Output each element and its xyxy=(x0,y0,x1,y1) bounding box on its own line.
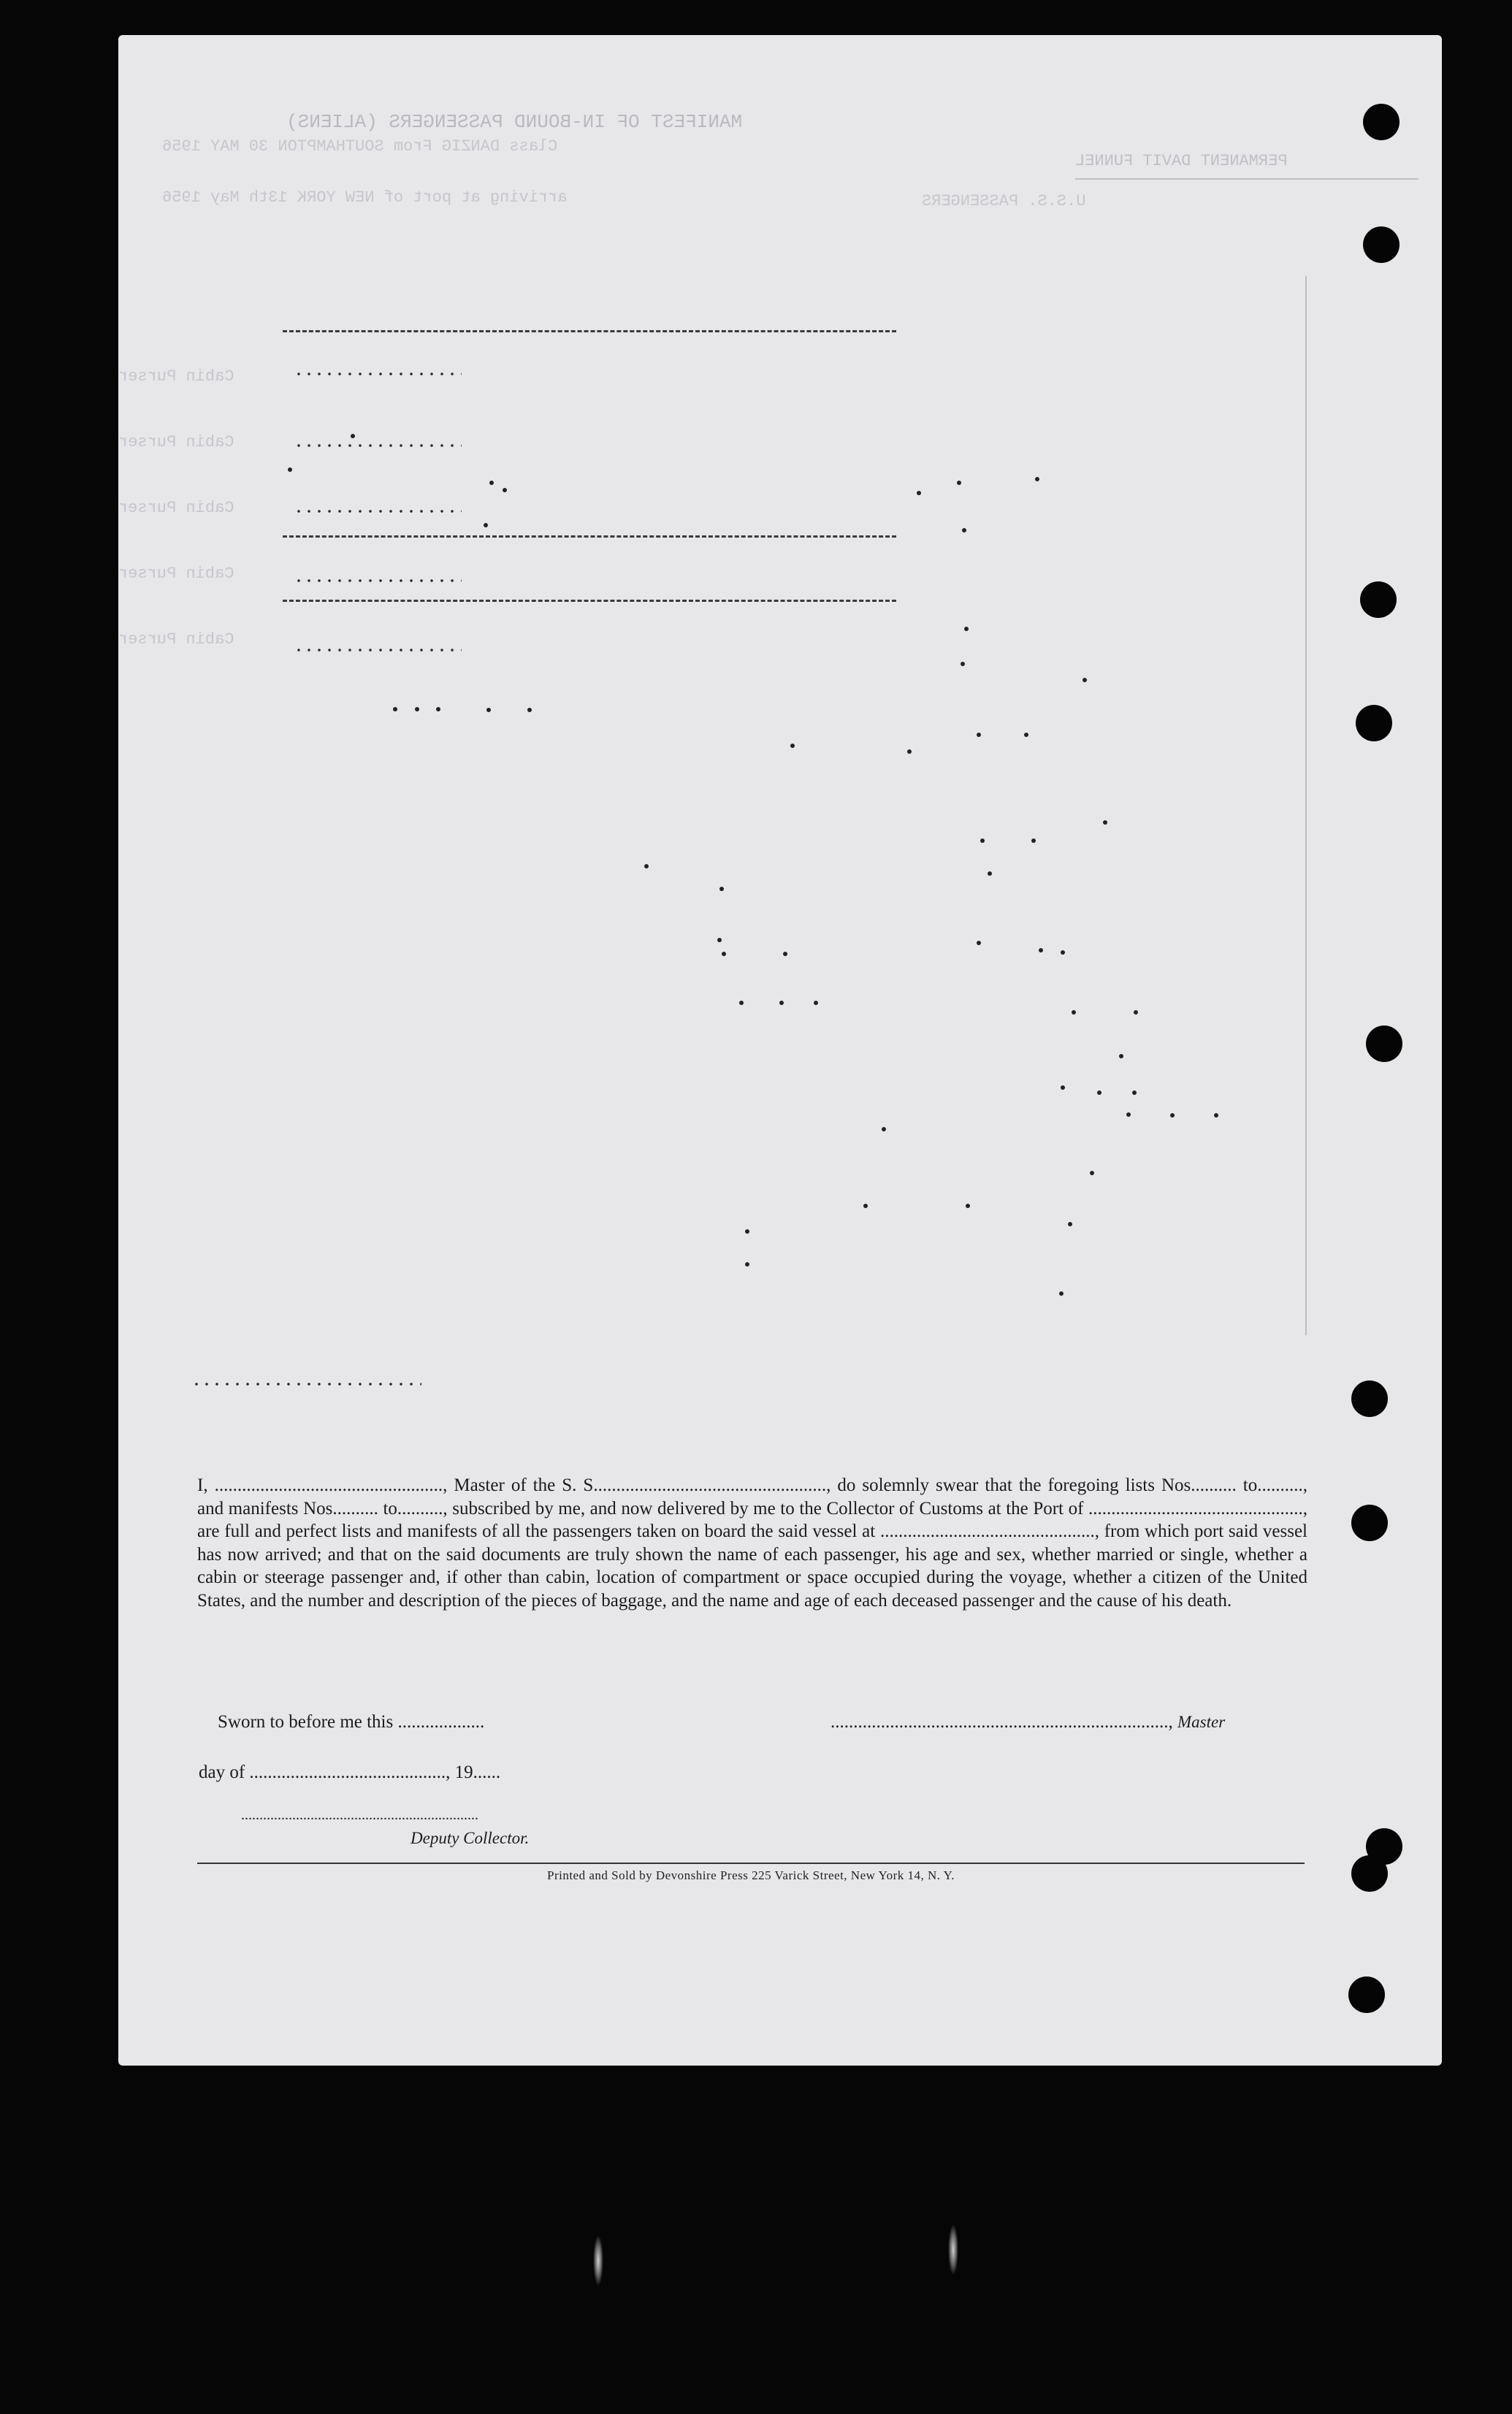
mark-dot xyxy=(739,1001,744,1005)
binder-hole xyxy=(1366,1025,1402,1062)
mark-dot xyxy=(977,733,981,737)
light-flare xyxy=(593,2235,603,2286)
ghost-stamp: PERMANENT DAVIT FUNNEL xyxy=(1075,152,1288,170)
dotted-leader xyxy=(294,373,462,375)
master-line: .........................................................................., xyxy=(831,1712,1173,1732)
mark-dot xyxy=(288,467,292,472)
deputy-label: Deputy Collector. xyxy=(411,1829,530,1847)
dotted-leader xyxy=(191,1383,421,1386)
mark-dot xyxy=(1134,1010,1138,1015)
manifest-sheet xyxy=(118,35,1442,2066)
binder-hole xyxy=(1363,226,1400,263)
mark-dot xyxy=(1083,678,1087,682)
mark-dot xyxy=(393,707,397,711)
footer-rule xyxy=(197,1863,1305,1864)
binder-hole xyxy=(1348,1976,1385,2013)
mark-dot xyxy=(719,887,724,891)
mark-dot xyxy=(1035,477,1039,481)
dotted-leader xyxy=(294,579,462,582)
mark-dot xyxy=(980,839,985,843)
binder-hole xyxy=(1360,581,1397,618)
dashed-rule xyxy=(283,600,896,604)
mark-dot xyxy=(489,481,494,485)
printer-imprint: Printed and Sold by Devonshire Press 225 Varick Street, New York 14, N. Y. xyxy=(547,1868,955,1882)
binder-hole xyxy=(1351,1855,1388,1892)
mark-dot xyxy=(1024,733,1028,737)
mark-dot xyxy=(486,708,491,712)
mark-dot xyxy=(1061,950,1065,955)
ghost-row: Cabin Purser xyxy=(118,565,234,583)
deputy-line: ................................................................. xyxy=(241,1807,478,1823)
day-of: day of ..........................................., 19...... xyxy=(199,1762,501,1782)
mark-dot xyxy=(1039,948,1043,952)
mark-dot xyxy=(1170,1113,1175,1118)
binder-hole xyxy=(1363,104,1400,140)
mark-dot xyxy=(907,749,912,754)
oath-paragraph xyxy=(197,1474,1307,1612)
light-flare xyxy=(948,2224,958,2275)
dotted-leader xyxy=(294,510,462,513)
mark-dot xyxy=(1132,1090,1137,1095)
ghost-row: Cabin Purser xyxy=(118,630,234,649)
mark-dot xyxy=(977,941,981,945)
mark-dot xyxy=(745,1229,749,1234)
mark-dot xyxy=(415,707,419,711)
mark-dot xyxy=(962,528,966,532)
mark-dot xyxy=(1061,1085,1065,1090)
binder-hole xyxy=(1351,1505,1388,1541)
ghost-title: MANIFEST OF IN-BOUND PASSENGERS (ALIENS) xyxy=(286,111,743,133)
mark-dot xyxy=(917,491,921,495)
sworn-before: Sworn to before me this ................... xyxy=(218,1712,485,1732)
mark-dot xyxy=(988,871,992,876)
mark-dot xyxy=(722,952,726,956)
binder-hole xyxy=(1351,1380,1388,1417)
dotted-leader xyxy=(294,444,462,447)
mark-dot xyxy=(1059,1291,1064,1296)
mark-dot xyxy=(1031,839,1036,843)
ghost-column-rule xyxy=(1305,276,1307,1335)
mark-dot xyxy=(1068,1222,1072,1226)
mark-dot xyxy=(1214,1113,1218,1118)
master-label: Master xyxy=(1177,1713,1226,1731)
mark-dot xyxy=(882,1127,886,1131)
mark-dot xyxy=(1119,1054,1123,1058)
mark-dot xyxy=(1103,820,1107,825)
mark-dot xyxy=(745,1262,749,1267)
master-signature-line xyxy=(831,1712,1225,1733)
mark-dot xyxy=(717,938,722,942)
dashed-rule xyxy=(283,330,896,335)
dashed-rule xyxy=(283,535,896,540)
mark-dot xyxy=(964,627,969,631)
ghost-row: Cabin Purser xyxy=(118,367,234,386)
mark-dot xyxy=(783,952,787,956)
mark-dot xyxy=(814,1001,818,1005)
mark-dot xyxy=(1126,1112,1131,1117)
ghost-row: Cabin Purser xyxy=(118,499,234,517)
binder-hole xyxy=(1356,705,1392,741)
mark-dot xyxy=(966,1204,970,1208)
mark-dot xyxy=(1072,1010,1076,1015)
ghost-rule xyxy=(1075,178,1419,180)
ghost-line3: arriving at port of NEW YORK 13th May 1956 xyxy=(162,188,568,207)
ghost-line2: Class DANZIG From SOUTHAMPTON 30 MAY 1956 xyxy=(162,137,558,156)
mark-dot xyxy=(863,1204,868,1208)
mark-dot xyxy=(644,864,649,868)
mark-dot xyxy=(957,481,961,485)
mark-dot xyxy=(351,434,355,438)
dotted-leader xyxy=(294,649,462,652)
ghost-row: Cabin Purser xyxy=(118,433,234,451)
mark-dot xyxy=(503,488,507,492)
mark-dot xyxy=(1090,1171,1094,1175)
oath-text: I, .................................................., Master of the S. S..................................................., do solemnly swear that the foregoing lists Nos.......... to.........., and manifests Nos.......... to.........., subscribed by me, and now delivered by me to the Collector of Customs at the Port of ..............................................., are full and perfect lists and manifests of all the passengers taken on board the said vessel at ..............................................., from which port said vessel has now arrived; and that on the said documents are truly shown the name of each passenger, his age and sex, whether married or single, whether a cabin or steerage passenger and, if other than cabin, location of compartment or space occupied during the voyage, whether a citizen of the United States, and the number and description of the pieces of baggage, and the name and age of each deceased passenger and the cause of his death. xyxy=(197,1475,1307,1611)
mark-dot xyxy=(484,523,488,527)
ghost-stamp2: U.S.S. PASSENGERS xyxy=(922,192,1086,210)
mark-dot xyxy=(527,708,532,712)
mark-dot xyxy=(1097,1090,1101,1095)
mark-dot xyxy=(961,662,965,666)
mark-dot xyxy=(436,707,440,711)
mark-dot xyxy=(790,744,795,748)
mark-dot xyxy=(779,1001,784,1005)
